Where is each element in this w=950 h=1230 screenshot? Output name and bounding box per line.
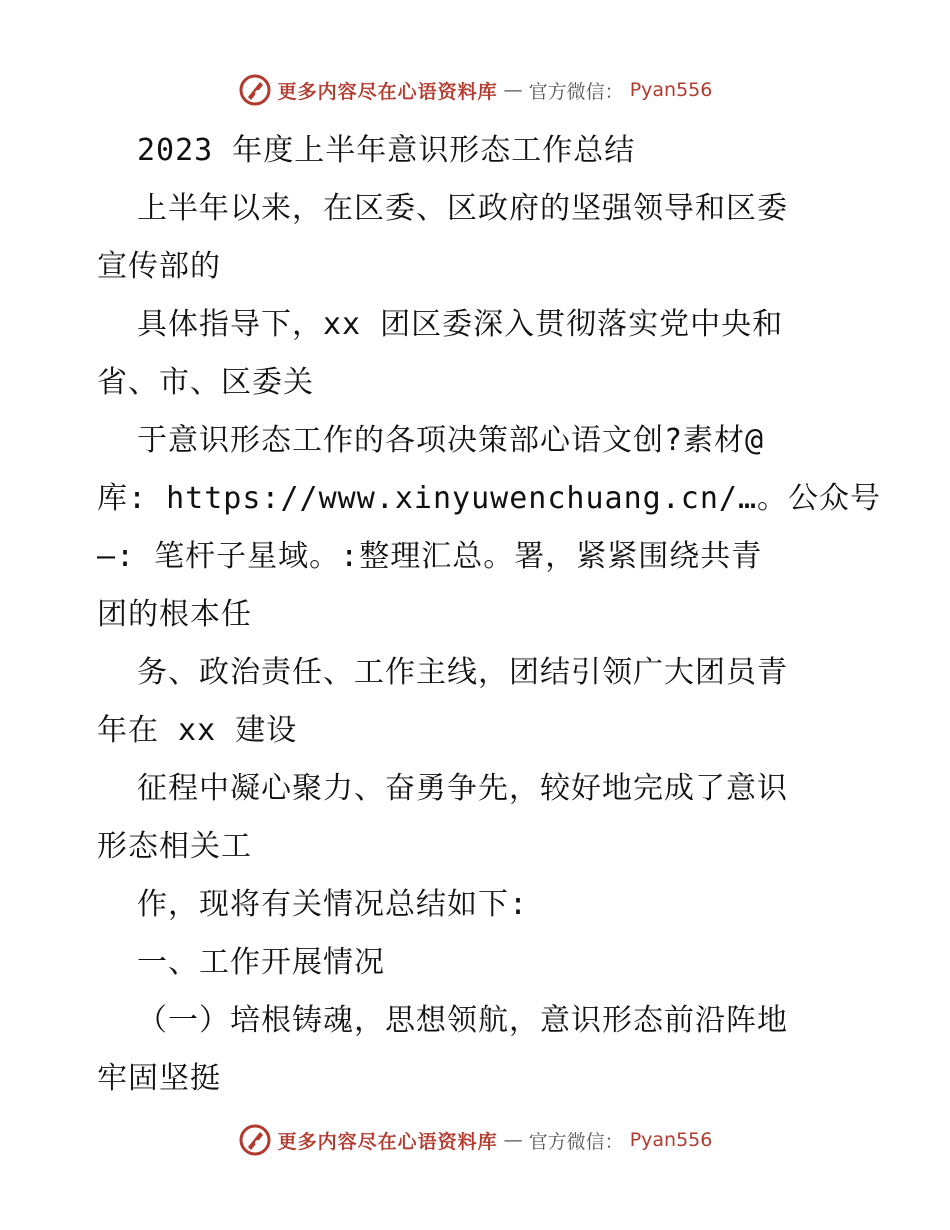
document-line: （一）培根铸魂，思想领航，意识形态前沿阵地	[137, 1003, 788, 1038]
document-line: 团的根本任	[97, 597, 252, 632]
watermark-separator: —	[503, 79, 523, 101]
watermark-id: Pyan556	[629, 1129, 713, 1151]
document-line: 上半年以来，在区委、区政府的坚强领导和区委	[137, 191, 788, 226]
document-line: 宣传部的	[97, 249, 221, 284]
document-line: 征程中凝心聚力、奋勇争先，较好地完成了意识	[137, 771, 788, 806]
document-line: —: 笔杆子星域。:整理汇总。署，紧紧围绕共青	[97, 539, 763, 574]
document-body	[97, 122, 882, 1108]
watermark-banner-top	[0, 70, 950, 110]
document-line: 务、政治责任、工作主线，团结引领广大团员青	[137, 655, 788, 690]
document-line: 省、市、区委关	[97, 365, 314, 400]
document-line: 具体指导下，xx 团区委深入贯彻落实党中央和	[137, 307, 784, 342]
watermark-separator: —	[503, 1129, 523, 1151]
document-line: 于意识形态工作的各项决策部心语文创?素材@	[137, 423, 765, 458]
document-line: 形态相关工	[97, 829, 252, 864]
watermark-label: 官方微信：	[528, 80, 624, 103]
document-line: 一、工作开展情况	[137, 945, 385, 980]
document-line: 库: https://www.xinyuwenchuang.cn/…。公众号	[97, 481, 882, 516]
watermark-main-text: 更多内容尽在心语资料库	[277, 80, 498, 103]
document-line: 年在 xx 建设	[97, 713, 298, 748]
watermark-id: Pyan556	[629, 79, 713, 101]
document-line: 牢固坚挺	[97, 1061, 221, 1096]
document-line: 2023 年度上半年意识形态工作总结	[137, 133, 636, 168]
watermark-label: 官方微信：	[528, 1130, 624, 1153]
watermark-main-text: 更多内容尽在心语资料库	[277, 1130, 498, 1153]
watermark-banner-bottom	[0, 1120, 950, 1160]
document-line: 作，现将有关情况总结如下:	[137, 887, 529, 922]
pen-circle-logo-icon	[238, 1123, 272, 1157]
pen-circle-logo-icon	[238, 73, 272, 107]
